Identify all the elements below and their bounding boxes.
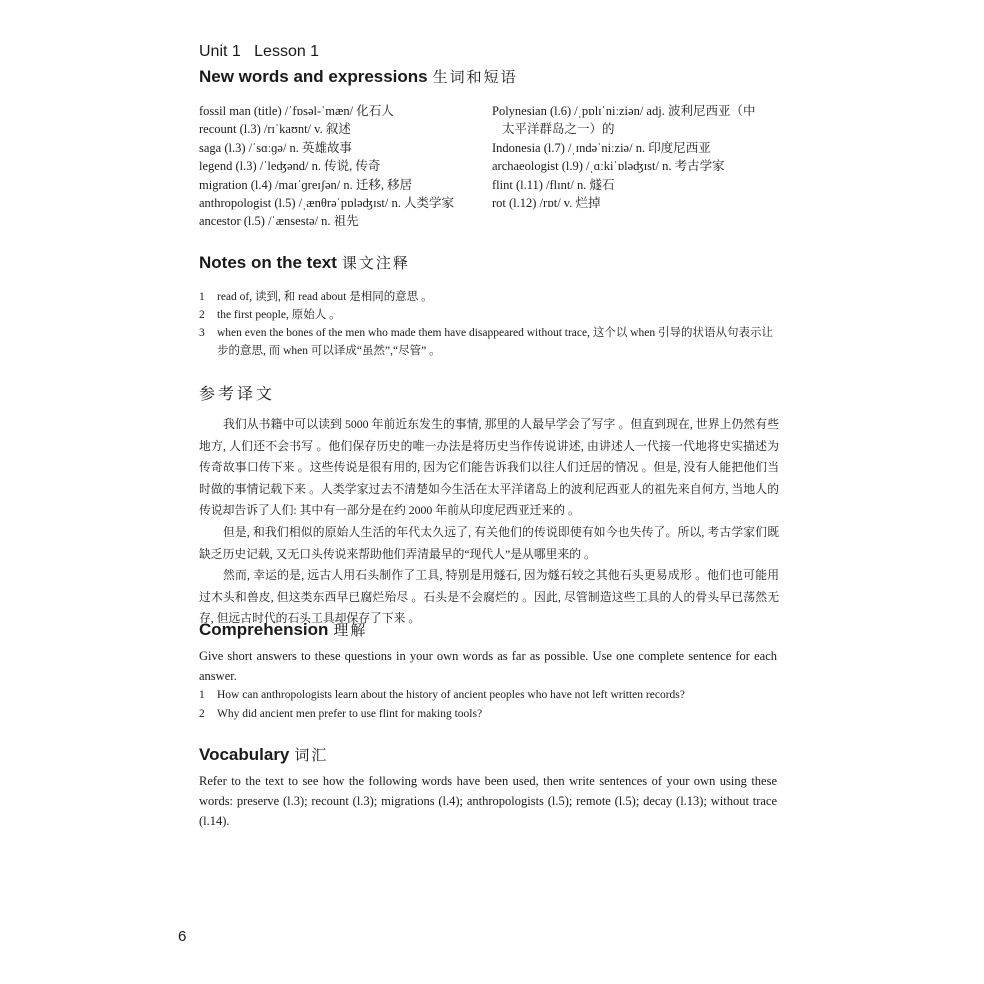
translation-body: [199, 414, 779, 630]
notes-list: [199, 288, 779, 360]
vocab-list-right: [492, 102, 755, 212]
note-number: 3: [199, 327, 205, 339]
comprehension-title: Comprehension: [199, 620, 329, 639]
comprehension-instructions: Give short answers to these questions in your own words as far as possible. Use one complete sentence for each answer.: [199, 649, 777, 683]
vocab-entry: fossil man (title) /ˈfɒsəl-ˈmæn/ 化石人: [199, 104, 394, 118]
vocab-entry: anthropologist (l.5) /ˌænθrəˈpɒləʤɪst/ n. 人类学家: [199, 196, 454, 211]
vocab-entry: saga (l.3) /ˈsɑːɡə/ n. 英雄故事: [199, 140, 353, 155]
unit-lesson-header: [199, 43, 319, 61]
vocab-entry: ancestor (l.5) /ˈænsestə/ n. 祖先: [199, 214, 359, 229]
question-item: [199, 705, 779, 724]
new-words-title-cn: 生词和短语: [432, 68, 518, 86]
comprehension-questions: [199, 686, 779, 724]
question-item: [199, 686, 779, 705]
comprehension-title-cn: 理解: [333, 621, 368, 639]
note-item: [199, 288, 779, 306]
note-item: [199, 324, 779, 360]
page-number: 6: [178, 928, 187, 945]
vocab-entry: Polynesian (l.6) /ˌpɒlɪˈniːziən/ adj. 波利尼西亚（中: [492, 104, 756, 118]
vocab-entry-continuation: 太平洋群岛之一）的: [502, 122, 615, 137]
question-text: Why did ancient men prefer to use flint for making tools?: [217, 708, 483, 720]
question-number: 2: [199, 708, 205, 720]
notes-title-cn: 课文注释: [341, 254, 410, 272]
new-words-title: New words and expressions: [199, 67, 428, 86]
note-text: read of, 读到, 和 read about 是相同的意思 。: [217, 291, 433, 303]
translation-paragraph: 然而, 幸运的是, 远古人用石头制作了工具, 特别是用燧石, 因为燧石较之其他石头更易成形 。他们也可能用过木头和兽皮, 但这类东西早已腐烂殆尽 。石头是不会腐烂的 。因此, 尽管制造这些工具的人的骨头早已荡然无存, 但远古时代的石头工具却保存了下来 。: [199, 568, 779, 626]
note-number: 1: [199, 291, 205, 303]
translation-heading: 参考译文: [199, 384, 276, 403]
vocab-entry: Indonesia (l.7) /ˌɪndəˈniːziə/ n. 印度尼西亚: [492, 140, 711, 155]
translation-paragraph: 但是, 和我们相似的原始人生活的年代太久远了, 有关他们的传说即使有如今也失传了。所以, 考古学家们既缺乏历史记载, 又无口头传说来帮助他们弄清最早的“现代人”是从哪里来的 。: [199, 524, 779, 561]
vocabulary-title-cn: 词汇: [294, 746, 329, 764]
note-text: when even the bones of the men who made them have disappeared without trace, 这个以 when 引导的状语从句表示让步的意思, 而 when 可以译成“虽然”,“尽管” 。: [217, 327, 774, 357]
vocab-entry: recount (l.3) /rɪˈkaʊnt/ v. 叙述: [199, 122, 351, 137]
note-number: 2: [199, 309, 205, 321]
vocab-entry: rot (l.12) /rɒt/ v. 烂掉: [492, 196, 601, 211]
comprehension-heading: [199, 619, 367, 640]
vocab-entry: archaeologist (l.9) /ˌɑːkiˈɒləʤɪst/ n. 考古学家: [492, 159, 725, 174]
translation-paragraph: 我们从书籍中可以读到 5000 年前近东发生的事情, 那里的人最早学会了写字 。但直到现在, 世界上仍然有些地方, 人们还不会书写 。他们保存历史的唯一办法是将历史当作传说讲述, 由讲述人一代接一代地将史实描述为传奇故事口传下来 。这些传说是很有用的, 因为它们能告诉我们以往人们迁居的情况 。但是, 没有人能把他们当时做的事情记载下来 。人类学家过去不清楚如今生活在太平洋诸岛上的波利尼西亚人的祖先来自何方, 当地人的传说却告诉了人们: 其中有一部分是在约 2000 年前从印度尼西亚迁来的 。: [199, 417, 779, 518]
vocab-list-left: [199, 102, 454, 231]
lesson-label: Lesson 1: [254, 43, 320, 60]
unit-label: Unit 1: [199, 43, 241, 60]
vocab-entry: migration (l.4) /maɪˈɡreɪʃən/ n. 迁移, 移居: [199, 177, 413, 192]
note-text: the first people, 原始人 。: [217, 309, 341, 321]
vocab-entry: legend (l.3) /ˈleʤənd/ n. 传说, 传奇: [199, 159, 381, 174]
vocabulary-title: Vocabulary: [199, 745, 290, 764]
vocab-entry: flint (l.11) /flɪnt/ n. 燧石: [492, 177, 615, 192]
note-item: [199, 306, 779, 324]
vocabulary-heading: [199, 744, 328, 765]
notes-title: Notes on the text: [199, 253, 337, 272]
notes-heading: [199, 252, 410, 273]
question-number: 1: [199, 689, 205, 701]
new-words-heading: [199, 66, 518, 87]
question-text: How can anthropologists learn about the history of ancient peoples who have not left written records?: [217, 689, 685, 701]
vocabulary-instructions: Refer to the text to see how the following words have been used, then write sentences of your own using these words: preserve (l.3); recount (l.3); migrations (l.4); anthropologists (l.5); remote (l.5); decay (l.13); without trace (l.14).: [199, 774, 777, 828]
